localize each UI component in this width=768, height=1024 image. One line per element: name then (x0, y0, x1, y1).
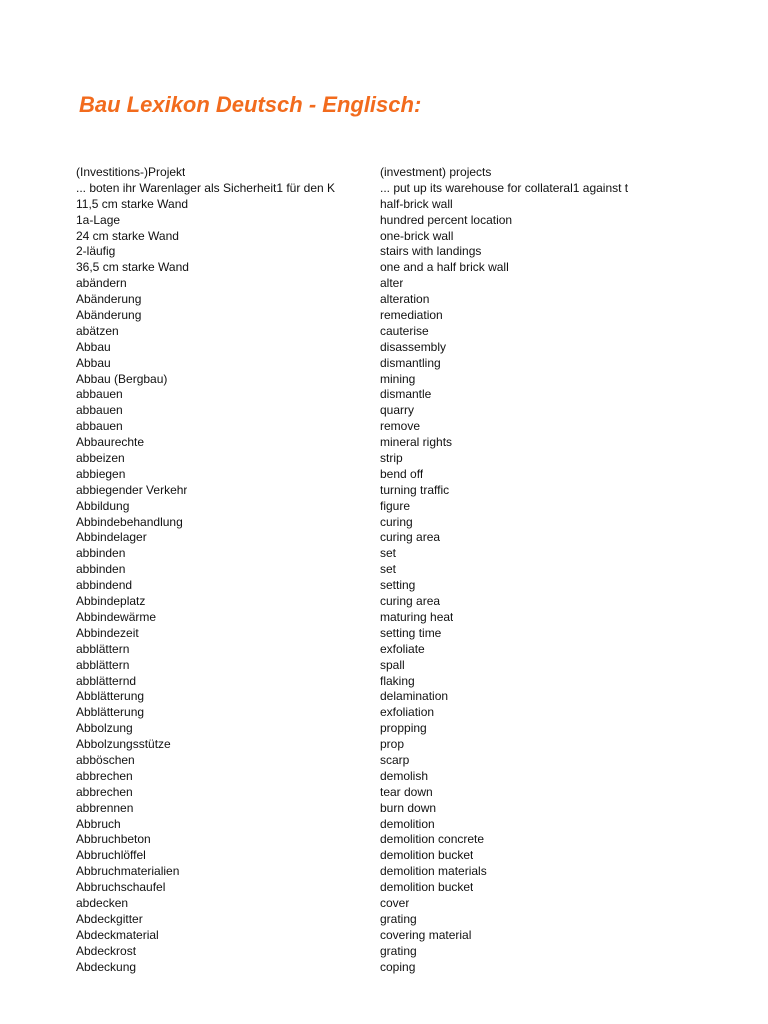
german-term: abdecken (76, 895, 129, 910)
german-term: Abdeckung (76, 959, 137, 974)
glossary-entry (76, 769, 676, 785)
german-term: abbauen (76, 403, 123, 418)
glossary-entry (76, 912, 676, 928)
english-term: stairs with landings (380, 244, 482, 259)
glossary-entry (76, 530, 676, 546)
english-term: set (380, 546, 397, 561)
glossary-entry (76, 737, 676, 753)
german-term: Abänderung (76, 308, 142, 323)
german-term: abbrennen (76, 800, 134, 815)
glossary-entry (76, 244, 676, 260)
german-term: abbindend (76, 578, 133, 593)
german-term: abblättern (76, 657, 130, 672)
glossary-entry (76, 578, 676, 594)
german-term: abbinden (76, 546, 126, 561)
english-term: prop (380, 737, 405, 752)
german-term: Abbau (76, 339, 111, 354)
english-term: disassembly (380, 339, 447, 354)
glossary-entry (76, 308, 676, 324)
german-term: Abbruchlöffel (76, 848, 146, 863)
glossary-entry (76, 483, 676, 499)
german-term: Abbolzung (76, 721, 133, 736)
glossary-list (76, 165, 676, 975)
german-term: abbrechen (76, 768, 133, 783)
german-term: 11,5 cm starke Wand (76, 196, 189, 211)
english-term: turning traffic (380, 482, 450, 497)
glossary-entry (76, 801, 676, 817)
english-term: curing area (380, 594, 441, 609)
english-term: scarp (380, 752, 410, 767)
page-title: Bau Lexikon Deutsch - Englisch: (79, 92, 422, 117)
german-term: abbinden (76, 562, 126, 577)
english-term: (investment) projects (380, 165, 492, 179)
english-term: demolition bucket (380, 880, 474, 895)
glossary-entry (76, 817, 676, 833)
english-term: tear down (380, 784, 433, 799)
german-term: abändern (76, 276, 127, 291)
glossary-entry (76, 499, 676, 515)
english-term: alter (380, 276, 404, 291)
english-term: mining (380, 371, 416, 386)
english-term: mineral rights (380, 435, 453, 450)
german-term: Abbaurechte (76, 435, 145, 450)
english-term: curing area (380, 530, 441, 545)
glossary-entry (76, 260, 676, 276)
german-term: 2-läufig (76, 244, 116, 259)
glossary-entry (76, 864, 676, 880)
german-term: Abbindewärme (76, 609, 157, 624)
english-term: one-brick wall (380, 228, 454, 243)
english-term: delamination (380, 689, 449, 704)
glossary-entry (76, 960, 676, 976)
german-term: abbauen (76, 419, 123, 434)
glossary-entry (76, 785, 676, 801)
german-term: Abbindelager (76, 530, 147, 545)
english-term: demolition bucket (380, 848, 474, 863)
english-term: remediation (380, 308, 443, 323)
glossary-entry (76, 546, 676, 562)
english-term: ... put up its warehouse for collateral1 against t (380, 180, 629, 195)
glossary-entry (76, 292, 676, 308)
english-term: coping (380, 959, 416, 974)
english-term: half-brick wall (380, 196, 453, 211)
german-term: ... boten ihr Warenlager als Sicherheit1 für den K (76, 180, 336, 195)
english-term: grating (380, 943, 417, 958)
german-term: Abdeckgitter (76, 911, 143, 926)
german-term: Abbolzungsstütze (76, 737, 171, 752)
german-term: abblätternd (76, 673, 137, 688)
german-term: Abblätterung (76, 689, 145, 704)
glossary-entry (76, 419, 676, 435)
german-term: Abbindezeit (76, 625, 139, 640)
glossary-entry (76, 944, 676, 960)
glossary-entry (76, 674, 676, 690)
german-term: Abbindeplatz (76, 594, 146, 609)
german-term: Abbau (Bergbau) (76, 371, 168, 386)
english-term: demolition (380, 816, 435, 831)
glossary-entry (76, 451, 676, 467)
glossary-entry (76, 229, 676, 245)
glossary-entry (76, 515, 676, 531)
german-term: 24 cm starke Wand (76, 228, 179, 243)
german-term: Abdeckmaterial (76, 927, 159, 942)
english-term: one and a half brick wall (380, 260, 509, 275)
english-term: spall (380, 657, 405, 672)
glossary-entry (76, 276, 676, 292)
glossary-entry (76, 880, 676, 896)
english-term: cauterise (380, 323, 429, 338)
glossary-entry (76, 928, 676, 944)
german-term: Abbruchschaufel (76, 880, 166, 895)
glossary-entry (76, 848, 676, 864)
german-term: Abbildung (76, 498, 130, 513)
german-term: abätzen (76, 323, 119, 338)
glossary-entry (76, 372, 676, 388)
english-term: propping (380, 721, 427, 736)
german-term: Abbindebehandlung (76, 514, 183, 529)
english-term: demolish (380, 768, 429, 783)
english-term: cover (380, 895, 410, 910)
english-term: flaking (380, 673, 415, 688)
german-term: abbiegender Verkehr (76, 482, 188, 497)
english-term: burn down (380, 800, 437, 815)
english-term: demolition concrete (380, 832, 485, 847)
glossary-entry (76, 387, 676, 403)
german-term: 36,5 cm starke Wand (76, 260, 189, 275)
english-term: curing (380, 514, 413, 529)
glossary-entry (76, 642, 676, 658)
english-term: hundred percent location (380, 212, 513, 227)
glossary-entry (76, 165, 676, 181)
english-term: maturing heat (380, 609, 454, 624)
glossary-entry (76, 213, 676, 229)
german-term: (Investitions-)Projekt (76, 165, 186, 179)
glossary-entry (76, 324, 676, 340)
german-term: 1a-Lage (76, 212, 121, 227)
english-term: remove (380, 419, 421, 434)
german-term: abbrechen (76, 784, 133, 799)
german-term: Abbruchbeton (76, 832, 151, 847)
english-term: dismantle (380, 387, 432, 402)
glossary-entry (76, 356, 676, 372)
english-term: grating (380, 911, 417, 926)
glossary-entry (76, 626, 676, 642)
glossary-entry (76, 467, 676, 483)
english-term: exfoliation (380, 705, 435, 720)
german-term: Abbruch (76, 816, 121, 831)
german-term: abböschen (76, 752, 135, 767)
glossary-entry (76, 610, 676, 626)
glossary-entry (76, 594, 676, 610)
english-term: exfoliate (380, 641, 425, 656)
english-term: bend off (380, 466, 424, 481)
english-term: figure (380, 498, 411, 513)
glossary-entry (76, 340, 676, 356)
german-term: abbauen (76, 387, 123, 402)
german-term: Abblätterung (76, 705, 145, 720)
english-term: setting (380, 578, 416, 593)
german-term: abblättern (76, 641, 130, 656)
german-term: abbeizen (76, 451, 125, 466)
glossary-entry (76, 435, 676, 451)
english-term: set (380, 562, 397, 577)
english-term: covering material (380, 927, 472, 942)
german-term: abbiegen (76, 466, 126, 481)
english-term: demolition materials (380, 864, 487, 879)
glossary-entry (76, 197, 676, 213)
glossary-entry (76, 181, 676, 197)
german-term: Abdeckrost (76, 943, 137, 958)
english-term: strip (380, 451, 403, 466)
glossary-entry (76, 562, 676, 578)
glossary-entry (76, 689, 676, 705)
german-term: Abbruchmaterialien (76, 864, 180, 879)
english-term: setting time (380, 625, 442, 640)
glossary-entry (76, 896, 676, 912)
glossary-entry (76, 658, 676, 674)
glossary-entry (76, 753, 676, 769)
glossary-entry (76, 721, 676, 737)
english-term: dismantling (380, 355, 441, 370)
german-term: Abbau (76, 355, 111, 370)
english-term: alteration (380, 292, 430, 307)
english-term: quarry (380, 403, 415, 418)
german-term: Abänderung (76, 292, 142, 307)
glossary-entry (76, 705, 676, 721)
glossary-entry (76, 403, 676, 419)
glossary-entry (76, 832, 676, 848)
